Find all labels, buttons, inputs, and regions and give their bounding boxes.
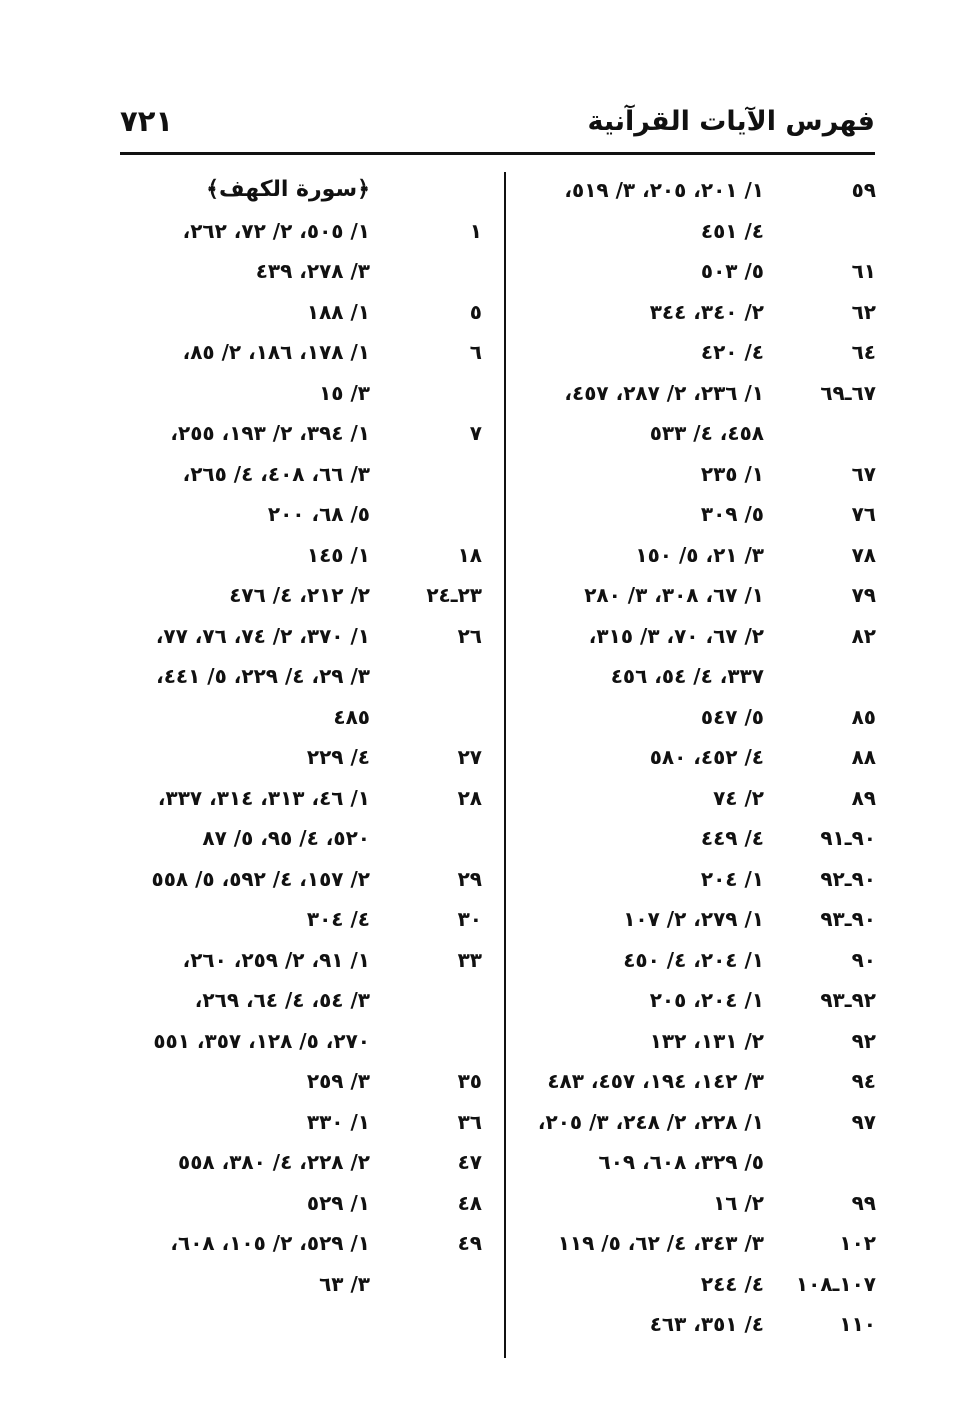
volume-page-references: ٣/ ٦٣ — [319, 1271, 370, 1296]
volume-page-references: ٥/ ٣٠٩ — [700, 502, 764, 526]
volume-page-references: ٢٧٠، ٥/ ١٢٨، ٣٥٧، ٥٥١ — [153, 1028, 370, 1053]
volume-page-references: ١/ ٤٦، ٣١٣، ٣١٤، ٣٣٧، — [157, 785, 370, 810]
index-entry — [492, 211, 876, 252]
volume-page-references: ١/ ١٧٨، ١٨٦، ٢/ ٨٥، — [182, 340, 370, 364]
ayah-number: ٣٠ — [457, 907, 482, 931]
volume-page-references: ٤/ ٣٠٤ — [306, 907, 370, 931]
ayah-number: ٦٧ـ٦٩ — [820, 380, 876, 405]
volume-page-references: ١/ ٦٧، ٣٠٨، ٣/ ٢٨٠ — [584, 583, 764, 607]
volume-page-references: ٤/ ٢٤٤ — [700, 1271, 764, 1296]
index-entry — [98, 292, 482, 333]
volume-page-references: ١/ ٢٢٨، ٢/ ٢٤٨، ٣/ ٢٠٥، — [537, 1109, 764, 1134]
volume-page-references: ٣/ ٥٤، ٤/ ٦٤، ٢٦٩، — [194, 988, 370, 1012]
ayah-number: ٩٢ — [851, 1028, 876, 1053]
ayah-number: ٧ — [469, 421, 482, 445]
volume-page-references: ١/ ٣٩٤، ٢/ ١٩٣، ٢٥٥، — [170, 421, 370, 445]
page-header — [120, 100, 875, 155]
page-title: فهرس الآيات القرآنية — [587, 106, 875, 137]
volume-page-references: ١/ ٥٢٩، ٢/ ١٠٥، ٦٠٨، — [170, 1231, 370, 1255]
index-entry — [98, 373, 482, 414]
volume-page-references: ٣/ ٢٩، ٤/ ٢٢٩، ٥/ ٤٤١، — [156, 664, 370, 688]
ayah-number: ٩٢ـ٩٣ — [820, 988, 876, 1012]
index-entry — [492, 1142, 876, 1183]
volume-page-references: ١/ ٢٧٩، ٢/ ١٠٧ — [623, 907, 764, 931]
index-entry — [492, 980, 876, 1021]
index-entry — [98, 899, 482, 940]
ayah-number: ٨٥ — [851, 704, 876, 729]
index-entry — [98, 737, 482, 778]
index-entry — [492, 1304, 876, 1345]
ayah-number: ٤٩ — [457, 1231, 482, 1255]
index-column-right — [492, 170, 876, 1345]
volume-page-references: ٣/ ١٤٢، ١٩٤، ٤٥٧، ٤٨٣ — [547, 1069, 764, 1093]
index-entry — [492, 1183, 876, 1224]
index-entry — [492, 535, 876, 576]
volume-page-references: ١/ ٢٣٥ — [700, 461, 764, 486]
ayah-number: ٤٨ — [457, 1190, 482, 1215]
ayah-number: ٢٩ — [457, 866, 482, 891]
ayah-number: ٩٠ـ٩٣ — [820, 907, 876, 931]
index-entry — [98, 1223, 482, 1264]
index-entry — [492, 575, 876, 616]
volume-page-references: ٣/ ١٥ — [319, 380, 370, 405]
volume-page-references: ٤/ ٢٢٩ — [306, 745, 370, 769]
volume-page-references: ١/ ٥٠٥، ٢/ ٧٢، ٢٦٢، — [182, 218, 370, 243]
volume-page-references: ١/ ٩١، ٢/ ٢٥٩، ٢٦٠، — [182, 947, 370, 972]
index-entry — [98, 616, 482, 657]
ayah-number: ٩٠ـ٩٢ — [820, 866, 876, 891]
index-entry — [492, 332, 876, 373]
volume-page-references: ٥/ ٣٢٩، ٦٠٨، ٦٠٩ — [598, 1150, 764, 1174]
volume-page-references: ١/ ٢٠١، ٢٠٥، ٣/ ٥١٩، — [564, 178, 764, 202]
index-entry — [492, 778, 876, 819]
index-entry — [492, 170, 876, 211]
index-entry — [492, 818, 876, 859]
volume-page-references: ٣/ ٦٦، ٤٠٨، ٤/ ٢٦٥، — [182, 461, 370, 486]
volume-page-references: ٤/ ٤٢٠ — [700, 340, 764, 364]
volume-page-references: ٣٣٧، ٤/ ٥٤، ٤٥٦ — [610, 664, 764, 688]
ayah-number: ٨٩ — [851, 785, 876, 810]
index-entry — [98, 1061, 482, 1102]
ayah-number: ٦٤ — [851, 340, 876, 364]
index-entry — [492, 1264, 876, 1305]
index-entry — [98, 1264, 482, 1305]
index-entry — [98, 859, 482, 900]
volume-page-references: ٣/ ٣٤٣، ٤/ ٦٢، ٥/ ١١٩ — [557, 1231, 764, 1255]
ayah-number: ٢٨ — [457, 785, 482, 810]
ayah-number: ١٠٧ـ١٠٨ — [795, 1271, 876, 1296]
index-entry — [492, 251, 876, 292]
index-entry — [98, 494, 482, 535]
volume-page-references: ١/ ٢٠٤ — [700, 866, 764, 891]
index-entry — [492, 1021, 876, 1062]
index-entry — [492, 413, 876, 454]
index-entry — [492, 656, 876, 697]
index-entry — [492, 292, 876, 333]
index-entry — [492, 697, 876, 738]
volume-page-references: ٣/ ٢٥٩ — [306, 1069, 370, 1093]
index-entry — [492, 859, 876, 900]
volume-page-references: ٣/ ٢١، ٥/ ١٥٠ — [635, 542, 764, 567]
index-entry — [492, 616, 876, 657]
index-entry — [98, 535, 482, 576]
ayah-number: ١٠٢ — [839, 1231, 876, 1255]
index-entry — [98, 413, 482, 454]
volume-page-references: ٤/ ٤٥٢، ٥٨٠ — [649, 745, 764, 769]
volume-page-references: ١/ ٣٧٠، ٢/ ٧٤، ٧٦، ٧٧، — [155, 623, 370, 648]
volume-page-references: ١/ ١٤٥ — [306, 542, 370, 567]
volume-page-references: ٥٢٠، ٤/ ٩٥، ٥/ ٨٧ — [202, 826, 370, 850]
volume-page-references: ٤٥٨، ٤/ ٥٣٣ — [649, 421, 764, 445]
volume-page-references: ٥/ ٥٤٧ — [700, 704, 764, 729]
ayah-number: ٩٧ — [851, 1109, 876, 1134]
index-entry — [492, 1061, 876, 1102]
index-entry — [98, 211, 482, 252]
index-entry — [492, 454, 876, 495]
surah-heading-row — [98, 170, 482, 211]
volume-page-references: ١/ ٢٠٤، ٢٠٥ — [649, 988, 764, 1012]
volume-page-references: ٢/ ١٥٧، ٤/ ٥٩٢، ٥/ ٥٥٨ — [151, 866, 370, 891]
volume-page-references: ٤/ ٤٤٩ — [700, 826, 764, 850]
ayah-number: ٦٢ — [851, 299, 876, 324]
index-entry — [98, 980, 482, 1021]
index-entry — [98, 697, 482, 738]
index-entry — [98, 818, 482, 859]
index-entry — [98, 1183, 482, 1224]
volume-page-references: ٢/ ٢٢٨، ٤/ ٣٨٠، ٥٥٨ — [178, 1150, 370, 1174]
volume-page-references: ١/ ٥٢٩ — [306, 1190, 370, 1215]
index-entry — [98, 251, 482, 292]
index-entry — [492, 1102, 876, 1143]
index-entry — [98, 1021, 482, 1062]
volume-page-references: ٢/ ٧٤ — [713, 785, 764, 810]
index-entry — [492, 373, 876, 414]
volume-page-references: ١/ ٢٣٦، ٢/ ٢٨٧، ٤٥٧، — [564, 380, 764, 405]
ayah-number: ٧٨ — [851, 542, 876, 567]
volume-page-references: ٢/ ٣٤٠، ٣٤٤ — [649, 299, 764, 324]
volume-page-references: ٢/ ١٣١، ١٣٢ — [649, 1028, 764, 1053]
volume-page-references: ٣/ ٢٧٨، ٤٣٩ — [255, 259, 370, 283]
ayah-number: ٨٢ — [851, 623, 876, 648]
ayah-number: ٦٧ — [851, 461, 876, 486]
ayah-number: ٩٩ — [851, 1190, 876, 1215]
volume-page-references: ٢/ ٢١٢، ٤/ ٤٧٦ — [229, 583, 370, 607]
index-entry — [98, 332, 482, 373]
index-entry — [492, 737, 876, 778]
page-number: ٧٢١ — [120, 104, 174, 138]
ayah-number: ٣٥ — [457, 1069, 482, 1093]
ayah-number: ٧٦ — [851, 502, 876, 526]
ayah-number: ٢٦ — [457, 623, 482, 648]
index-entry — [98, 778, 482, 819]
volume-page-references: ١/ ٢٠٤، ٤/ ٤٥٠ — [623, 947, 764, 972]
index-entry — [98, 656, 482, 697]
volume-page-references: ١/ ٣٣٠ — [306, 1109, 370, 1134]
ayah-number: ٥٩ — [851, 178, 876, 202]
ayah-number: ٦ — [469, 340, 482, 364]
ayah-number: ٧٩ — [851, 583, 876, 607]
ayah-number: ٩٤ — [851, 1069, 876, 1093]
volume-page-references: ٢/ ١٦ — [713, 1190, 764, 1215]
ayah-number: ٢٣ـ٢٤ — [426, 583, 482, 607]
index-entry — [98, 1142, 482, 1183]
volume-page-references: ٤/ ٣٥١، ٤٦٣ — [649, 1312, 764, 1336]
ayah-number: ٢٧ — [457, 745, 482, 769]
volume-page-references: ٢/ ٦٧، ٧٠، ٣/ ٣١٥، — [588, 623, 764, 648]
index-entry — [492, 494, 876, 535]
ayah-number: ٥ — [469, 299, 482, 324]
ayah-number: ٦١ — [851, 259, 876, 283]
volume-page-references: ٥/ ٦٨، ٢٠٠ — [267, 502, 370, 526]
volume-page-references: ٤٨٥ — [333, 704, 370, 729]
index-entry — [98, 1102, 482, 1143]
ayah-number: ١٨ — [457, 542, 482, 567]
ayah-number: ٨٨ — [851, 745, 876, 769]
index-entry — [492, 940, 876, 981]
ayah-number: ٩٠ـ٩١ — [820, 826, 876, 850]
ayah-number: ١ — [469, 218, 482, 243]
index-column-left — [98, 170, 482, 1304]
ayah-number: ٣٣ — [457, 947, 482, 972]
volume-page-references: ١/ ١٨٨ — [306, 299, 370, 324]
volume-page-references: ٤/ ٤٥١ — [700, 218, 764, 243]
ayah-number: ٤٧ — [457, 1150, 482, 1174]
surah-title: ﴿سورة الكهف﴾ — [206, 177, 370, 202]
index-entry — [98, 454, 482, 495]
ayah-number: ٩٠ — [851, 947, 876, 972]
index-entry — [492, 1223, 876, 1264]
ayah-number: ٣٦ — [457, 1109, 482, 1134]
ayah-number: ١١٠ — [839, 1312, 876, 1336]
index-entry — [98, 575, 482, 616]
index-entry — [492, 899, 876, 940]
index-entry — [98, 940, 482, 981]
volume-page-references: ٥/ ٥٠٣ — [700, 259, 764, 283]
